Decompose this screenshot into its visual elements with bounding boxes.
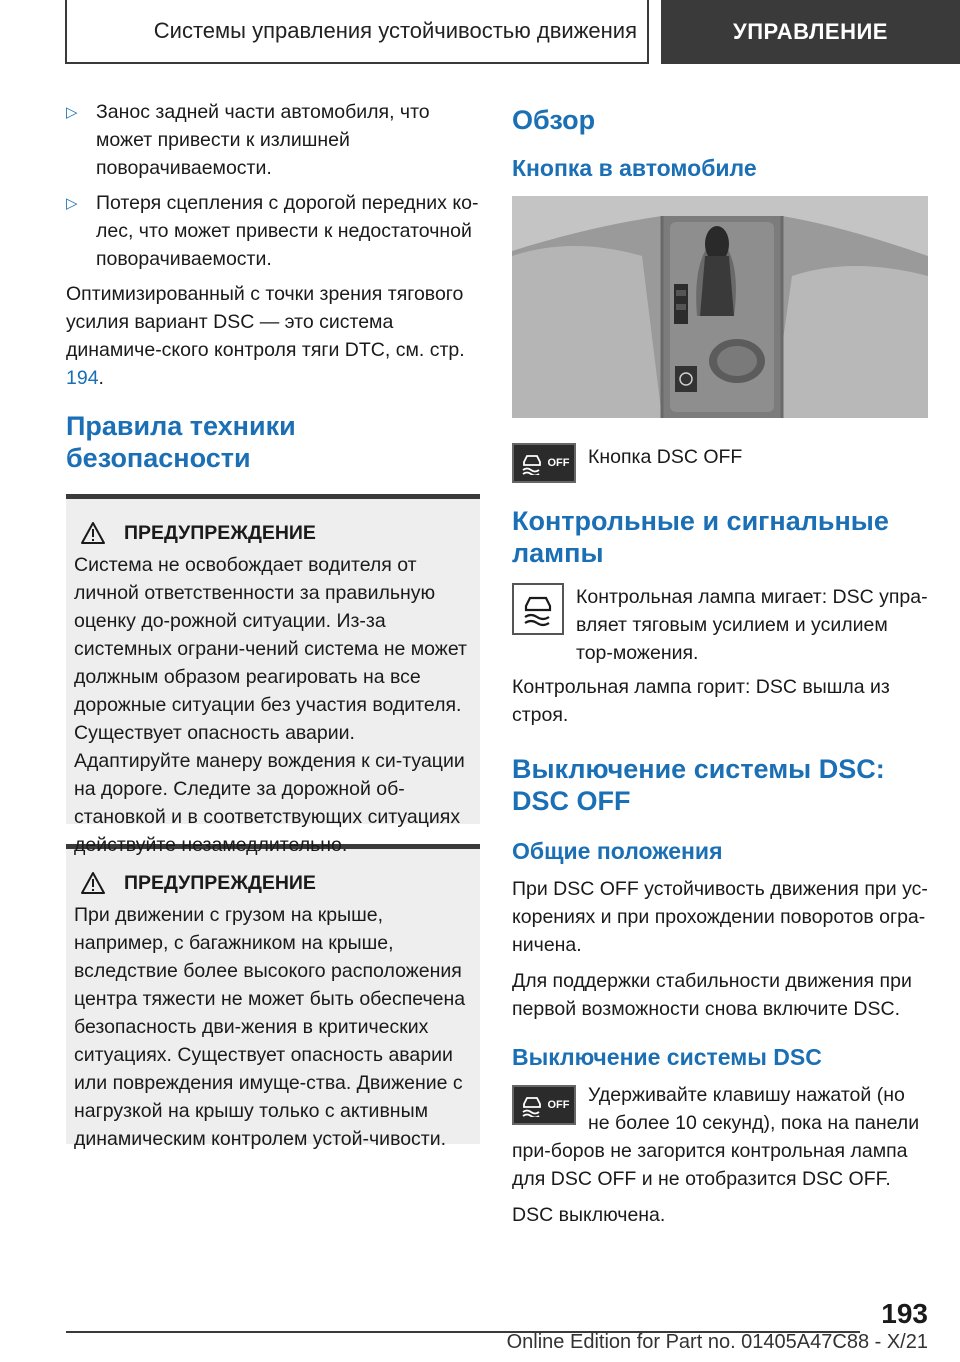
- skid-car-icon: [519, 1093, 545, 1117]
- dsc-button-caption-row: [512, 443, 928, 483]
- warning-box: [66, 494, 480, 856]
- warning-text: Система не освобождает водителя от личной ответственности за правильную оценку до-рожной ситуации. Из-за системных ограни-чений система не может должным образом реагировать на все дорожные ситуации без участия водителя. Существует опасность аварии. Адаптируйте манеру вождения к си-туации на дороге. Следите за дорожной об-становкой и в соответствующих ситуациях действуйте незамедлительно.: [74, 554, 467, 856]
- dtc-paragraph: Оптимизированный с точки зрения тягового усилия вариант DSC — это система динамиче-ского контроля тяги DTC, см. стр. 194.: [66, 283, 465, 389]
- warning-triangle-icon: [80, 871, 106, 895]
- right-column: [512, 98, 928, 1229]
- warning-title: ПРЕДУПРЕЖДЕНИЕ: [74, 521, 472, 545]
- lamp-on-text: Контрольная лампа горит: DSC вышла из строя.: [512, 676, 890, 726]
- skid-car-icon: [519, 591, 557, 627]
- warning-box: [66, 844, 480, 1150]
- dsc-off-heading: Выключение системы DSC: DSC OFF: [512, 754, 885, 816]
- dsc-lamp-icon: [512, 583, 564, 635]
- general-heading: Общие положения: [512, 838, 723, 864]
- switch-off-paragraph-2: DSC выключена.: [512, 1204, 666, 1226]
- general-paragraph-2: Для поддержки стабильности движения при первой возможности снова включите DSC.: [512, 970, 912, 1020]
- left-column: [66, 98, 480, 1150]
- warning-triangle-icon: [80, 521, 106, 545]
- bullet-item: ▷ Занос задней части автомобиля, что может привести к излишней поворачиваемости.: [66, 101, 430, 179]
- overview-heading: Обзор: [512, 105, 596, 135]
- switch-off-paragraph-1: Удерживайте клавишу нажатой (но не более 10 секунд), пока на панели при-боров не загорится контрольная лампа для DSC OFF и не отобразится DSC OFF.: [512, 1084, 920, 1190]
- dsc-off-button-icon: OFF: [512, 1085, 576, 1125]
- page-number: 193: [881, 1298, 928, 1329]
- general-paragraph-1: При DSC OFF устойчивость движения при ус-корениях и при прохождении поворотов огра-ничена.: [512, 878, 928, 956]
- button-heading: Кнопка в автомобиле: [512, 155, 757, 181]
- bullet-triangle-icon: ▷: [66, 104, 78, 121]
- lamp-blink-row: [512, 583, 928, 667]
- page-link-194[interactable]: 194: [66, 367, 99, 389]
- lamps-heading: Контрольные и сигнальные лампы: [512, 506, 889, 568]
- skid-car-icon: [519, 451, 545, 475]
- bullet-item: ▷ Потеря сцепления с дорогой передних ко-лес, что может привести к недостаточной поворачиваемости.: [66, 192, 479, 270]
- switch-off-block: [512, 1081, 928, 1193]
- dsc-button-caption: Кнопка DSC OFF: [588, 446, 743, 468]
- switch-off-heading: Выключение системы DSC: [512, 1044, 822, 1070]
- safety-heading: Правила техники безопасности: [66, 411, 296, 473]
- header-section-title: Системы управления устойчивостью движения: [65, 0, 649, 64]
- warning-text: При движении с грузом на крыше, например, с багажником на крыше, вследствие более высокого расположения центра тяжести не может быть обеспечена безопасность дви-жения в критических ситуациях. Существует опасность аварии или повреждения имуще-ства. Движение с нагрузкой на крышу только с активным динамическим контролем устой-чивости.: [74, 904, 466, 1150]
- lamp-blink-text: Контрольная лампа мигает: DSC упра-вляет тяговым усилием и усилием тор-можения.: [576, 586, 928, 664]
- header-chapter-title: УПРАВЛЕНИЕ: [661, 0, 960, 64]
- footer-edition: Online Edition for Part no. 01405A47C88 - X/21: [506, 1331, 928, 1353]
- center-console-photo: [512, 196, 928, 418]
- dsc-off-button-icon: OFF: [512, 443, 576, 483]
- warning-title: ПРЕДУПРЕЖДЕНИЕ: [74, 871, 472, 895]
- bullet-triangle-icon: ▷: [66, 195, 78, 212]
